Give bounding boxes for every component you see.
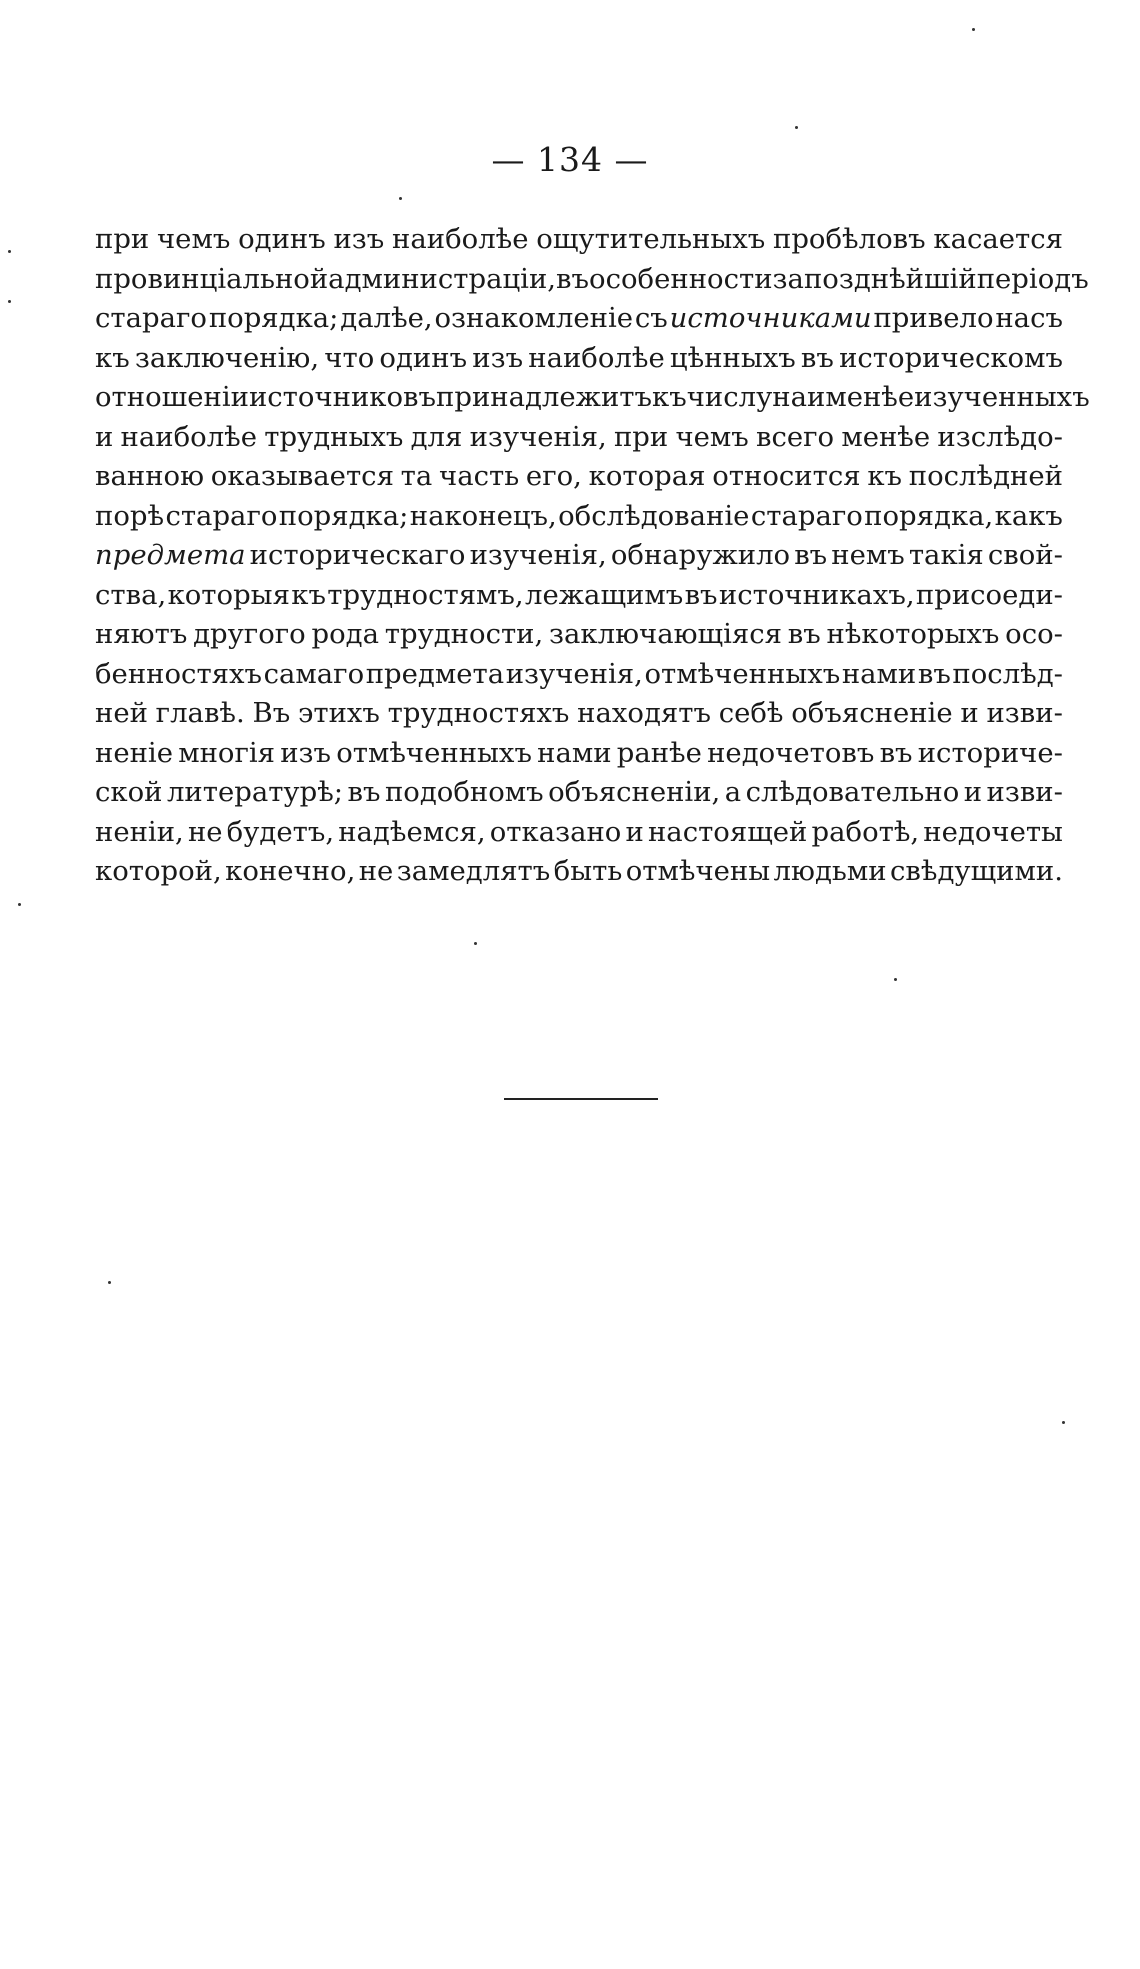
- word: наиболѣе: [528, 341, 665, 374]
- scan-speck: [8, 300, 11, 303]
- word: слѣдовательно: [745, 776, 960, 808]
- word: наименѣе: [772, 381, 915, 413]
- word: въ: [794, 539, 828, 571]
- word: предмета: [365, 657, 505, 690]
- word: ства,: [95, 578, 167, 611]
- word: трудностямъ,: [327, 578, 524, 611]
- word: особенности: [589, 262, 773, 295]
- word: принадлежитъ: [436, 381, 653, 413]
- word: и: [963, 776, 983, 808]
- word: объясненіе: [791, 697, 953, 729]
- word: ской: [95, 776, 163, 808]
- word: послѣд-: [952, 657, 1063, 690]
- word: съ: [634, 302, 668, 334]
- word: недочетовъ: [707, 736, 875, 769]
- word: другого: [193, 618, 306, 650]
- word: такія: [908, 539, 984, 571]
- word: бенностяхъ: [95, 657, 263, 690]
- word: осо-: [1005, 618, 1063, 650]
- word: изученныхъ: [914, 381, 1090, 413]
- word: неніи,: [95, 815, 184, 848]
- word: няютъ: [95, 618, 188, 650]
- word: нами: [841, 657, 917, 690]
- word: оказывается: [210, 460, 394, 492]
- text-line: [95, 615, 1063, 655]
- scan-speck: [1062, 1421, 1065, 1424]
- word: администраціи,: [328, 262, 557, 295]
- text-line: [95, 694, 1063, 734]
- word: изви-: [986, 697, 1063, 729]
- page-number: — 134 —: [491, 140, 649, 179]
- scan-speck: [972, 28, 975, 31]
- word: пробѣловъ: [773, 223, 926, 255]
- word: отмѣченныхъ: [336, 736, 532, 769]
- word: отношеніи: [95, 381, 249, 413]
- word: относится: [712, 460, 861, 492]
- word: лежащимъ: [525, 578, 684, 611]
- word: чемъ: [157, 223, 231, 255]
- word: числу: [686, 381, 773, 413]
- word: ванною: [95, 460, 205, 492]
- word: стараго: [95, 302, 207, 334]
- word: цѣнныхъ: [669, 341, 796, 374]
- word: при: [613, 420, 669, 453]
- word: присоеди-: [915, 578, 1063, 611]
- word: послѣдней: [908, 460, 1063, 492]
- word: свой-: [987, 539, 1063, 571]
- text-line: [95, 655, 1063, 695]
- word: немъ: [831, 539, 905, 571]
- scan-speck: [474, 942, 477, 945]
- word: обслѣдованіе: [558, 499, 750, 532]
- word: чемъ: [675, 420, 749, 453]
- word: ней: [95, 697, 148, 729]
- word: Въ: [252, 697, 291, 729]
- text-line: [95, 773, 1063, 813]
- text-line: [95, 576, 1063, 616]
- word: трудностяхъ: [387, 697, 570, 729]
- word: наконецъ,: [409, 499, 557, 532]
- word: наиболѣе: [120, 420, 258, 453]
- word: ранѣе: [616, 736, 702, 769]
- word: въ: [787, 618, 821, 650]
- word: касается: [933, 223, 1063, 255]
- word: самаго: [263, 657, 365, 690]
- scan-speck: [399, 197, 402, 200]
- text-line: [95, 852, 1063, 892]
- word: порядка;: [278, 499, 409, 532]
- word: въ: [879, 736, 913, 769]
- word: одинъ: [379, 341, 468, 374]
- word: изученія,: [469, 539, 607, 571]
- word: источникахъ,: [718, 578, 915, 611]
- word: далѣе,: [340, 302, 433, 334]
- word: настоящей: [647, 815, 808, 848]
- word: менѣе: [841, 420, 931, 453]
- word: историче-: [917, 736, 1063, 769]
- word: объясненіи,: [548, 776, 721, 808]
- word: себѣ: [718, 697, 784, 729]
- word: подобномъ: [384, 776, 544, 808]
- word: работѣ,: [811, 815, 920, 848]
- word: недочеты: [923, 815, 1063, 848]
- body-paragraph: [95, 220, 1090, 892]
- word: историческомъ: [839, 341, 1063, 374]
- word: къ: [95, 341, 130, 374]
- word: трудности,: [384, 618, 544, 650]
- word: къ: [291, 578, 326, 611]
- word: въ: [347, 776, 381, 808]
- text-line: [95, 339, 1063, 379]
- word: къ: [867, 460, 903, 492]
- word: стараго: [165, 499, 278, 532]
- word: историческаго: [249, 539, 466, 571]
- word: въ: [800, 341, 834, 374]
- text-line: [95, 299, 1063, 339]
- word: и: [95, 420, 114, 453]
- word: наиболѣе: [392, 223, 529, 255]
- word: насъ: [995, 302, 1063, 334]
- word: надѣемся,: [338, 815, 486, 848]
- word: для: [410, 420, 463, 453]
- word: въ: [917, 657, 951, 690]
- word: его,: [525, 460, 582, 492]
- word: быть: [553, 855, 623, 887]
- word: трудныхъ: [264, 420, 404, 453]
- word: всего: [755, 420, 835, 453]
- word: изъ: [472, 341, 524, 374]
- word: при: [95, 223, 150, 255]
- word: заключающіяся: [549, 618, 782, 650]
- word: главѣ.: [155, 697, 245, 729]
- word: предмета: [95, 539, 246, 571]
- word: изученія,: [469, 420, 607, 453]
- word: и: [625, 815, 644, 848]
- text-line: [95, 734, 1063, 774]
- word: находятъ: [577, 697, 711, 729]
- word: рода: [311, 618, 379, 650]
- word: источниковъ: [248, 381, 437, 413]
- text-line: [95, 813, 1063, 853]
- word: изви-: [986, 776, 1063, 808]
- word: нами: [537, 736, 612, 769]
- text-line: [95, 457, 1063, 497]
- text-line: [95, 418, 1063, 458]
- word: привело: [873, 302, 994, 334]
- word: порядка,: [864, 499, 994, 532]
- word: порѣ: [95, 499, 165, 532]
- text-line: [95, 378, 1090, 418]
- word: въ: [556, 262, 590, 295]
- word: этихъ: [297, 697, 380, 729]
- word: не: [187, 815, 223, 848]
- word: ознакомленіе: [434, 302, 634, 334]
- word: будетъ,: [226, 815, 335, 848]
- word: въ: [684, 578, 718, 611]
- word: изъ: [333, 223, 385, 255]
- word: что: [324, 341, 375, 374]
- word: какъ: [994, 499, 1063, 532]
- word: къ: [652, 381, 687, 413]
- text-line: [95, 497, 1063, 537]
- word: за: [772, 262, 804, 295]
- scan-speck: [795, 126, 798, 129]
- end-rule: [504, 1098, 658, 1100]
- scan-speck: [8, 250, 11, 253]
- word: неніе: [95, 736, 174, 769]
- word: многія: [178, 736, 276, 769]
- word: одинъ: [238, 223, 326, 255]
- word: отказано: [489, 815, 622, 848]
- word: литературѣ;: [166, 776, 344, 808]
- word: которыя: [167, 578, 290, 611]
- scan-speck: [894, 978, 897, 981]
- scan-speck: [18, 903, 21, 906]
- word: а: [724, 776, 742, 808]
- word: которая: [588, 460, 706, 492]
- word: обнаружило: [610, 539, 791, 571]
- text-line: [95, 220, 1063, 260]
- word: источниками: [669, 302, 872, 334]
- word: которой,: [95, 855, 222, 887]
- text-line: [95, 536, 1063, 576]
- word: позднѣйшій: [803, 262, 977, 295]
- word: изслѣдо-: [937, 420, 1063, 453]
- text-line: [95, 260, 1089, 300]
- word: провинціальной: [95, 262, 329, 295]
- word: свѣдущими.: [890, 855, 1063, 887]
- scan-speck: [108, 1281, 111, 1284]
- word: замедлятъ: [396, 855, 551, 887]
- word: періодъ: [976, 262, 1089, 295]
- word: не: [358, 855, 394, 887]
- word: ощутительныхъ: [536, 223, 766, 255]
- word: часть: [439, 460, 520, 492]
- word: изъ: [280, 736, 332, 769]
- word: порядка;: [208, 302, 339, 334]
- word: стараго: [750, 499, 863, 532]
- word: изученія,: [505, 657, 643, 690]
- word: отмѣчены: [625, 855, 771, 887]
- word: заключенію,: [134, 341, 320, 374]
- word: людьми: [773, 855, 887, 887]
- word: и: [960, 697, 979, 729]
- word: та: [400, 460, 433, 492]
- word: конечно,: [225, 855, 356, 887]
- word: нѣкоторыхъ: [826, 618, 1000, 650]
- word: отмѣченныхъ: [644, 657, 841, 690]
